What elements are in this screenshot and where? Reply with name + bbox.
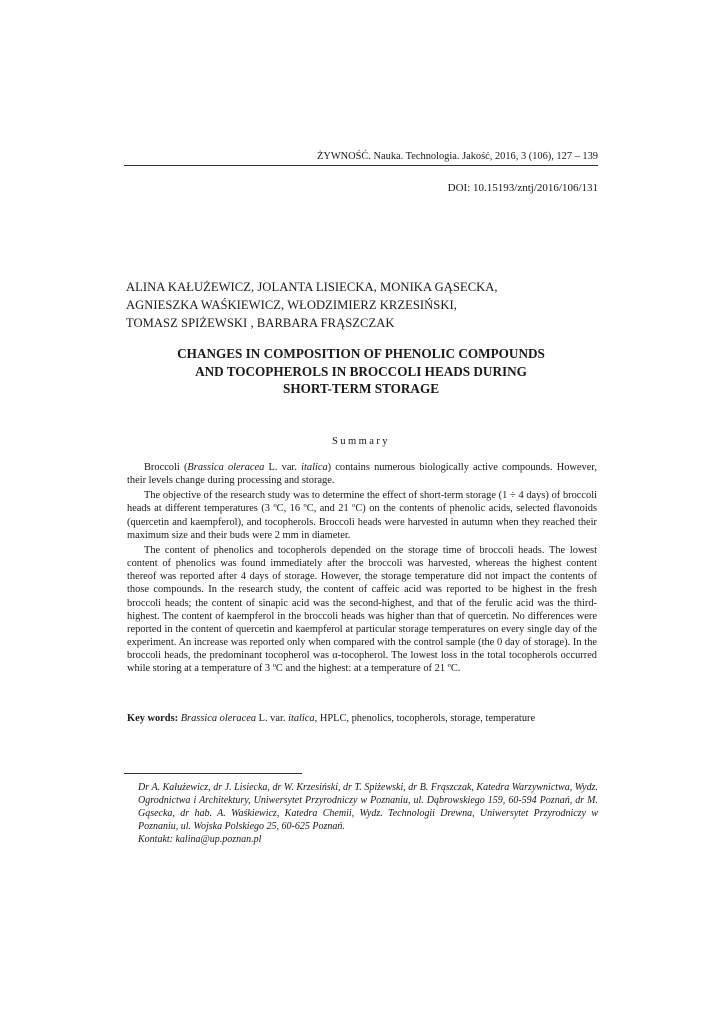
footnote-rule <box>124 773 302 774</box>
affiliation-text: Dr A. Kałużewicz, dr J. Lisiecka, dr W. Krzesiński, dr T. Spiżewski, dr B. Frąszczak, Katedra Warzywnictwa, Wydz. Ogrodnictwa i Architektury, Uniwersytet Przyrodniczy w Poznaniu, ul. Dąbrowskiego 159, 60-594 Poznań, dr M. Gąsecka, dr hab. A. Waśkiewicz, Katedra Chemii, Wydz. Technologii Drewna, Uniwersytet Przyrodniczy w Poznaniu, ul. Wojska Polskiego 25, 60-625 Poznań. <box>138 782 598 833</box>
author-line: AGNIESZKA WAŚKIEWICZ, WŁODZIMIERZ KRZESIŃSKI, <box>126 298 457 312</box>
author-line: TOMASZ SPIŻEWSKI , BARBARA FRĄSZCZAK <box>126 316 395 330</box>
species-name: Brassica oleracea <box>187 462 265 473</box>
keyword-variety: italica <box>288 713 315 724</box>
abstract-text: ) contains numerous biologically active compounds. However, their levels change during processing and storage. <box>127 462 597 487</box>
abstract-text: Broccoli ( <box>144 462 188 473</box>
journal-running-header: ŻYWNOŚĆ. Nauka. Technologia. Jakość, 2016, 3 (106), 127 – 139 <box>316 151 598 162</box>
keyword-species: Brassica oleracea <box>180 713 257 724</box>
author-line: ALINA KAŁUŻEWICZ, JOLANTA LISIECKA, MONIKA GĄSECKA, <box>126 280 498 294</box>
title-line: SHORT-TERM STORAGE <box>283 381 439 397</box>
abstract-paragraph <box>127 461 597 487</box>
title-line: CHANGES IN COMPOSITION OF PHENOLIC COMPOUNDS <box>177 346 545 361</box>
keyword-text: , HPLC, phenolics, tocopherols, storage, temperature <box>314 713 536 724</box>
abstract-body <box>127 461 597 678</box>
abstract-paragraph: The objective of the research study was to determine the effect of short-term storage (1 ÷ 4 days) of broccoli heads at different temperatures (3 ºC, 16 ºC, and 21 ºC) on the contents of phenolic acids, selected flavonoids (quercetin and kaempferol), and tocopherols. Broccoli heads were harvested in autumn when they reached their maximum size and their buds were 2 mm in diameter. <box>127 490 597 541</box>
header-rule <box>124 165 598 166</box>
contact-text: Kontakt: kalina@up.poznan.pl <box>138 834 262 846</box>
doi-line: DOI: 10.15193/zntj/2016/106/131 <box>447 182 598 194</box>
title-line: AND TOCOPHEROLS IN BROCCOLI HEADS DURING <box>195 363 527 379</box>
keywords-label: Key words: <box>127 713 179 724</box>
author-affiliation-footnote <box>138 781 598 846</box>
variety-name: italica <box>301 462 328 473</box>
abstract-paragraph: The content of phenolics and tocopherols depended on the storage time of broccoli heads. The lowest content of phenolics was found immediately after the broccoli was harvested, whereas the highest content thereof was reported after 4 days of storage. However, the storage temperature did not impact the contents of those compounds. In the research study, the content of caffeic acid was reported to be highest in the fresh broccoli heads; the content of sinapic acid was the second-highest, and that of the ferulic acid was the third-highest. The content of kaempferol in the broccoli heads was higher than that of quercetin. No differences were reported in the content of quercetin and kaempferol at particular storage temperatures on every single day of the experiment. An increase was reported only when compared with the control sample (the 0 day of storage). In the broccoli heads, the predominant tocopherol was α-tocopherol. The lowest loss in the total tocopherols occurred while storing at a temperature of 3 ºC and the highest: at a temperature of 21 ºC. <box>127 544 597 675</box>
keywords <box>127 712 597 725</box>
summary-heading: Summary <box>332 436 390 447</box>
keyword-text: L. var. <box>256 713 289 724</box>
paper-title <box>124 345 598 398</box>
author-list <box>126 278 596 332</box>
abstract-text: L. var. <box>264 462 302 473</box>
